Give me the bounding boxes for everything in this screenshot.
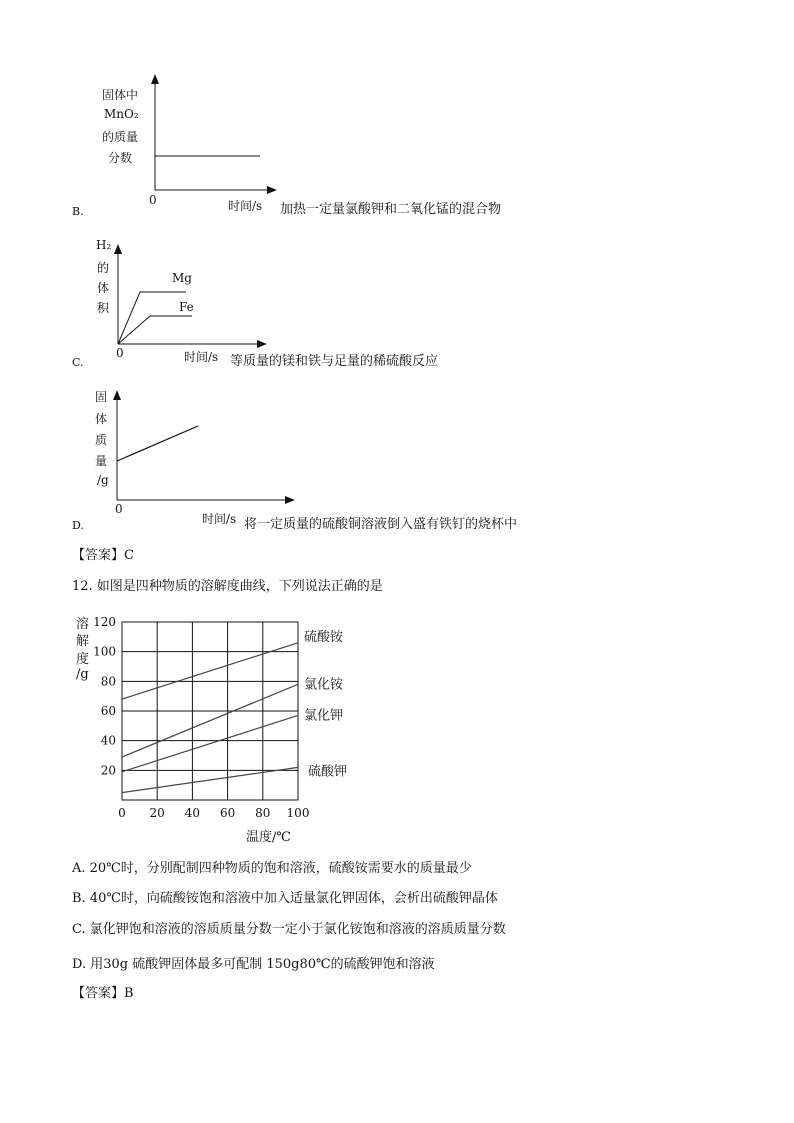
chart-xtick-60: 60: [219, 806, 236, 820]
graph-d-ylabel-5: /g: [97, 473, 109, 487]
graph-c-ylabel-4: 积: [97, 301, 110, 315]
graph-c-label-fe: Fe: [179, 300, 194, 314]
graph-d-ylabel-1: 固: [95, 390, 108, 404]
chart-ytick-20: 20: [100, 763, 116, 778]
graph-b-plot: [140, 70, 280, 200]
graph-c-option-letter: C.: [72, 356, 84, 369]
chart-xtick-20: 20: [149, 806, 165, 820]
option-b: B. 40℃时，向硫酸铵饱和溶液中加入适量氯化钾固体，会析出硫酸钾晶体: [72, 891, 498, 906]
graph-b-ylabel-2: MnO₂: [104, 107, 139, 121]
chart-series-label-3: 氯化钾: [304, 708, 344, 724]
answer-12: 【答案】B: [72, 986, 134, 1001]
chart-ytick-40: 40: [100, 733, 116, 748]
solubility-plot: [60, 610, 380, 850]
option-c: C. 氯化钾饱和溶液的溶质质量分数一定小于氯化铵饱和溶液的溶质质量分数: [72, 922, 506, 937]
chart-xlabel: 温度/℃: [246, 830, 291, 845]
chart-xtick-0: 0: [118, 806, 126, 820]
graph-b-xlabel: 时间/s: [228, 199, 263, 213]
chart-ytick-80: 80: [100, 674, 116, 689]
chart-ylabel-1: 溶: [76, 617, 90, 632]
graph-c-y-arrow: [114, 244, 122, 254]
graph-c-ylabel-2: 的: [97, 261, 110, 275]
graph-c-plot: [110, 236, 270, 356]
graph-c-curve-mg: [118, 292, 186, 344]
graph-d-curve: [117, 426, 198, 461]
graph-c-origin: 0: [116, 346, 124, 360]
chart-series-label-2: 氯化铵: [304, 677, 344, 693]
graph-c-curve-fe: [118, 316, 192, 344]
graph-d-y-arrow: [113, 390, 121, 400]
chart-series-label-4: 硫酸钾: [308, 764, 348, 780]
graph-d-ylabel-2: 体: [95, 412, 108, 426]
chart-series-line-3: [122, 715, 298, 771]
graph-c-xlabel: 时间/s: [184, 350, 219, 364]
chart-series-line-4: [122, 767, 298, 792]
graph-c-ylabel-3: 体: [97, 281, 110, 295]
graph-c-x-arrow: [257, 340, 267, 348]
graph-c-caption: 等质量的镁和铁与足量的稀硫酸反应: [230, 354, 439, 369]
chart-series-label-1: 硫酸铵: [304, 629, 344, 645]
option-a: A. 20℃时，分别配制四种物质的饱和溶液，硫酸铵需要水的质量最少: [72, 861, 472, 876]
graph-b-x-arrow: [267, 186, 277, 194]
graph-c-ylabel-1: H₂: [96, 238, 112, 252]
graph-d-option-letter: D.: [72, 519, 84, 532]
graph-d: [60, 386, 580, 536]
graph-b-ylabel-1: 固体中: [102, 88, 139, 102]
chart-ytick-120: 120: [93, 615, 116, 629]
graph-d-x-arrow: [285, 496, 295, 504]
graph-c-label-mg: Mg: [172, 271, 192, 285]
graph-b-option-letter: B.: [72, 205, 84, 218]
solubility-chart: [60, 610, 380, 850]
chart-ylabel-4: /g: [76, 667, 89, 682]
graph-b-ylabel-4: 分数: [108, 151, 133, 165]
chart-series-line-2: [122, 684, 298, 757]
chart-ytick-100: 100: [93, 644, 116, 659]
graph-b-origin: 0: [149, 193, 157, 207]
graph-c: [60, 236, 560, 376]
graph-d-plot: [110, 386, 310, 516]
graph-b-y-arrow: [151, 74, 159, 84]
option-d: D. 用30g 硫酸钾固体最多可配制 150g80℃的硫酸钾饱和溶液: [72, 957, 435, 972]
answer-11: 【答案】C: [72, 548, 134, 563]
graph-b: [60, 70, 560, 220]
chart-ylabel-3: 度: [76, 652, 90, 667]
question-12-stem: 12. 如图是四种物质的溶解度曲线，下列说法正确的是: [72, 579, 383, 594]
chart-xtick-80: 80: [255, 806, 271, 820]
chart-ylabel-2: 解: [76, 634, 90, 649]
graph-d-origin: 0: [115, 502, 123, 516]
chart-ytick-60: 60: [100, 704, 116, 718]
graph-d-xlabel: 时间/s: [202, 512, 237, 526]
graph-b-ylabel-3: 的质量: [102, 130, 139, 144]
graph-b-caption: 加热一定量氯酸钾和二氧化锰的混合物: [280, 202, 502, 217]
chart-xtick-100: 100: [286, 806, 310, 820]
graph-d-caption: 将一定质量的硫酸铜溶液倒入盛有铁钉的烧杯中: [244, 517, 518, 532]
graph-d-ylabel-3: 质: [95, 433, 108, 447]
chart-xtick-40: 40: [184, 806, 201, 820]
graph-d-ylabel-4: 量: [95, 454, 108, 468]
